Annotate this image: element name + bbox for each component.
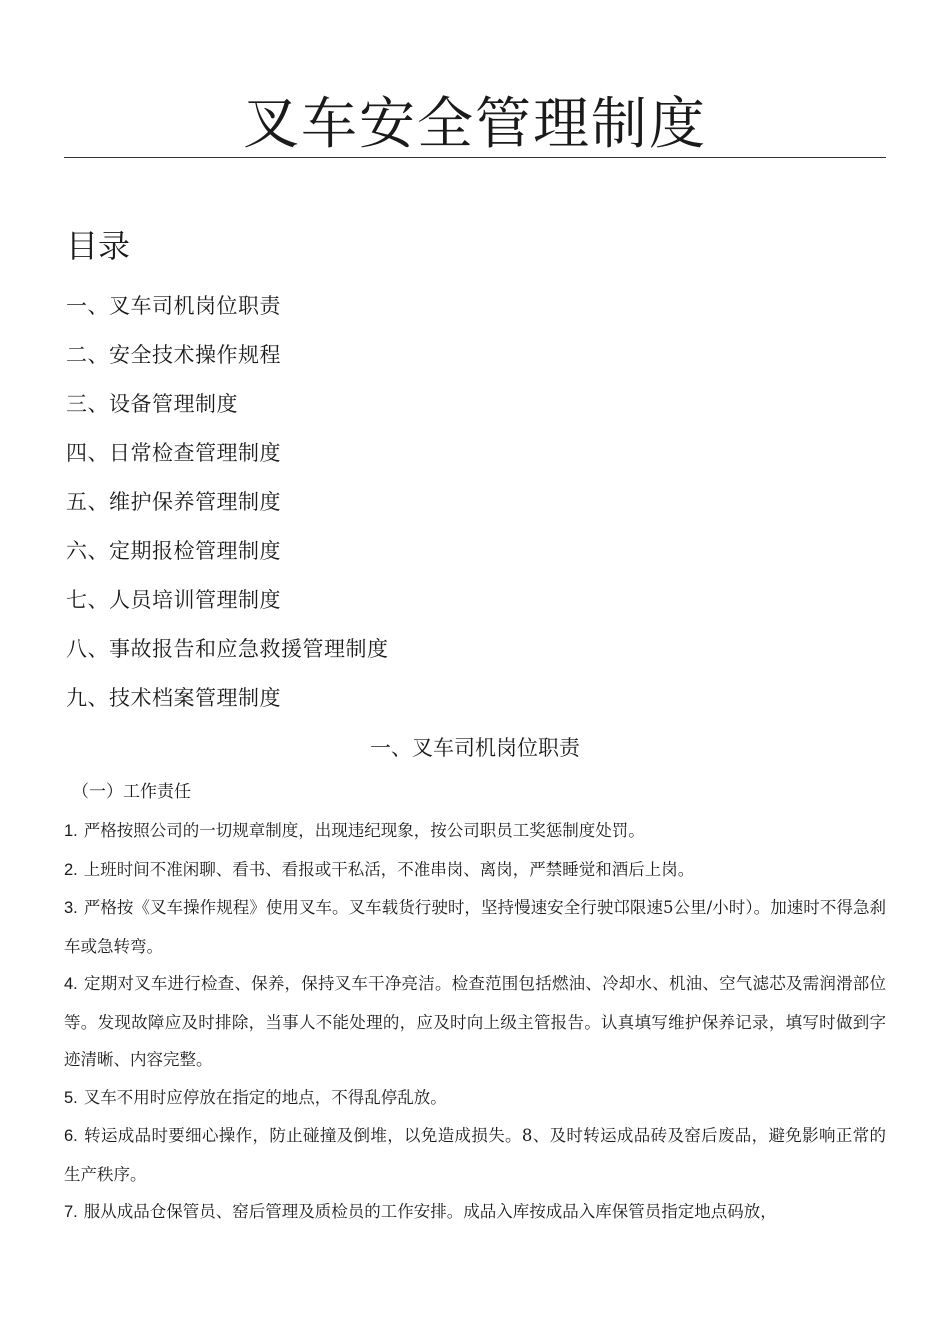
toc-item[interactable]: 八、事故报告和应急救援管理制度 [66, 637, 389, 661]
paragraph-number: 6. [64, 1127, 78, 1145]
toc-item[interactable]: 四、日常检查管理制度 [66, 441, 281, 465]
toc-heading: 目录 [66, 227, 131, 265]
paragraph [64, 1193, 886, 1232]
paragraph-text: 叉车不用时应停放在指定的地点，不得乱停乱放。 [83, 1087, 447, 1107]
toc-item[interactable]: 六、定期报检管理制度 [66, 539, 281, 563]
paragraph-number: 5. [64, 1088, 78, 1107]
paragraph [64, 965, 886, 1079]
toc-item[interactable]: 二、安全技术操作规程 [66, 343, 281, 367]
paragraph-text: 严格按照公司的一切规章制度，出现违纪现象，按公司职员工奖惩制度处罚。 [83, 821, 645, 840]
paragraph [64, 1117, 886, 1193]
paragraph-text: 服从成品仓保管员、窑后管理及质检员的工作安排。成品入库按成品入库保管员指定地点码放， [83, 1202, 777, 1221]
paragraph-text: 定期对叉车进行检查、保养，保持叉车干净亮洁。检查范围包括燃油、冷却水、机油、空气滤芯及需润滑部位等。发现故障应及时排除，当事人不能处理的，应及时向上级主管报告。认真填写维护保养记录，填写时做到字迹清晰、内容完整。 [64, 974, 886, 1069]
paragraph [64, 851, 886, 890]
paragraph-number: 4. [64, 975, 78, 993]
paragraph-text: 严格按《叉车操作规程》使用叉车。叉车载货行驶时，坚持慢速安全行驶邙限速5公里/小时）。加速时不得急刹车或急转弯。 [64, 898, 886, 956]
paragraph [64, 812, 886, 851]
paragraph-number: 3. [64, 899, 78, 917]
toc-item[interactable]: 一、叉车司机岗位职责 [66, 294, 281, 318]
title-underline [64, 157, 886, 158]
toc-item[interactable]: 九、技术档案管理制度 [66, 686, 281, 710]
toc-item[interactable]: 三、设备管理制度 [66, 392, 238, 416]
paragraph-number: 2. [64, 860, 78, 879]
document-title: 叉车安全管理制度 [243, 92, 707, 157]
table-of-contents [66, 288, 389, 729]
paragraph-text: 上班时间不准闲聊、看书、看报或干私活，不准串岗、离岗，严禁睡觉和酒后上岗。 [83, 859, 695, 879]
paragraph-number: 1. [64, 822, 78, 840]
section-body [64, 812, 886, 1232]
subsection-heading: （一）工作责任 [72, 782, 191, 802]
paragraph-text: 转运成品时要细心操作，防止碰撞及倒堆，以免造成损失。8、及时转运成品砖及窑后废品，避免影响正常的生产秩序。 [64, 1126, 886, 1184]
paragraph-number: 7. [64, 1203, 78, 1221]
section-title: 一、叉车司机岗位职责 [370, 736, 580, 760]
paragraph [64, 1079, 886, 1118]
paragraph [64, 889, 886, 965]
toc-item[interactable]: 五、维护保养管理制度 [66, 490, 281, 514]
toc-item[interactable]: 七、人员培训管理制度 [66, 588, 281, 612]
